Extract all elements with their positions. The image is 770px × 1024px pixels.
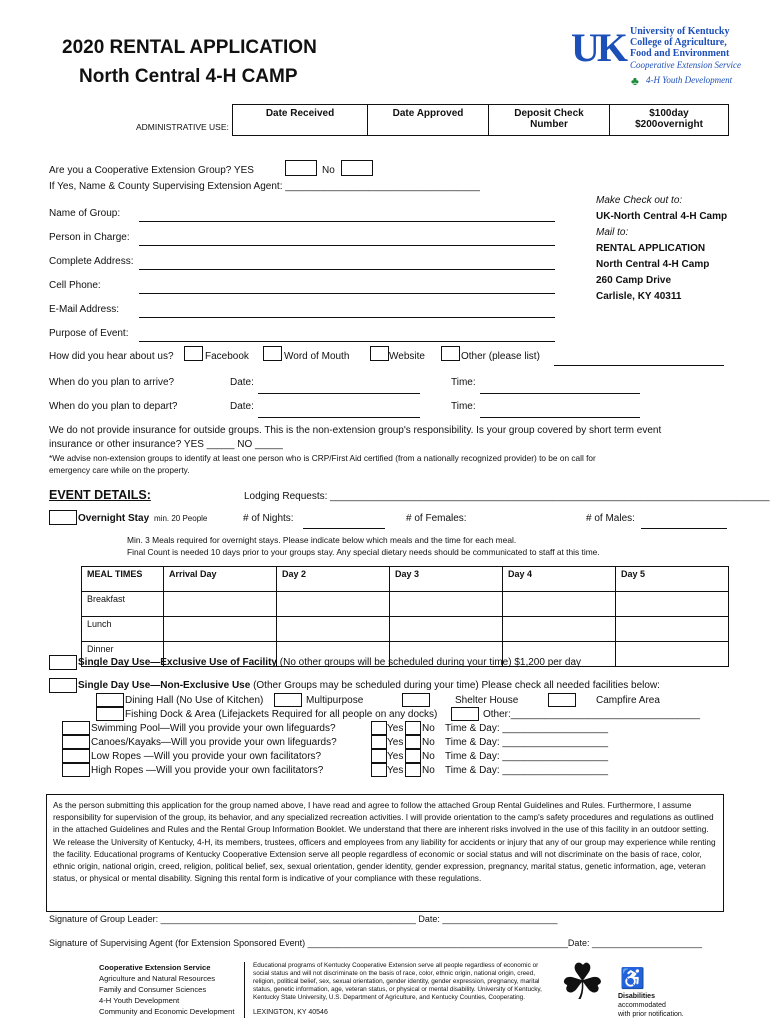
admin-deposit-check: Deposit Check Number [489, 105, 610, 136]
insurance-text-2: insurance or other insurance? YES _____ NO _____ [49, 439, 283, 450]
admin-date-received: Date Received [233, 105, 368, 136]
agent-signature-line[interactable]: Signature of Supervising Agent (for Extension Sponsored Event) ____________________________________________________Date: ______________________ [49, 938, 703, 948]
meals-table [81, 566, 729, 667]
disabilities-label: Disabilities [618, 993, 655, 1000]
canoes-no-label: No [422, 737, 435, 748]
meal-cell[interactable] [616, 642, 729, 667]
person-label: Person in Charge: [49, 232, 130, 243]
low-ropes-yes-checkbox[interactable] [371, 749, 387, 763]
swimming-checkbox[interactable] [62, 721, 90, 735]
exclusive-use-checkbox[interactable] [49, 655, 77, 670]
overnight-stay-checkbox[interactable] [49, 510, 77, 525]
meals-header-day4: Day 4 [503, 567, 616, 592]
coop-agent-line[interactable]: If Yes, Name & County Supervising Extension Agent: ___________________________________ [49, 181, 480, 192]
other-facility-label[interactable]: Other:__________________________________ [483, 709, 700, 720]
word-of-mouth-label: Word of Mouth [284, 351, 350, 362]
address-field[interactable] [139, 269, 555, 270]
group-name-field[interactable] [139, 221, 555, 222]
high-ropes-label: High Ropes —Will you provide your own facilitators? [91, 765, 324, 776]
low-ropes-no-checkbox[interactable] [405, 749, 421, 763]
event-details-heading: EVENT DETAILS: [49, 488, 151, 502]
meals-note-2: Final Count is needed 10 days prior to your groups stay. Any special dietary needs should be communicated to staff at this time. [127, 547, 600, 557]
depart-label: When do you plan to depart? [49, 401, 178, 412]
coop-no-label: No [322, 165, 335, 176]
exclusive-use-line [78, 657, 581, 668]
fishing-dock-checkbox[interactable] [96, 707, 124, 721]
meal-cell[interactable] [164, 617, 277, 642]
other-source-checkbox[interactable] [441, 346, 460, 361]
high-ropes-yes-checkbox[interactable] [371, 763, 387, 777]
website-label: Website [389, 351, 425, 362]
wheelchair-icon: ♿ [620, 968, 645, 990]
high-ropes-no-label: No [422, 765, 435, 776]
form-title: 2020 RENTAL APPLICATION [62, 37, 317, 58]
coop-question: Are you a Cooperative Extension Group? YES [49, 165, 254, 176]
low-ropes-yes-label: Yes [387, 751, 404, 762]
mail-address-2: North Central 4-H Camp [596, 259, 710, 270]
swimming-no-label: No [422, 723, 435, 734]
insurance-note-2: emergency care while on the property. [49, 465, 190, 475]
shelter-house-checkbox[interactable] [402, 693, 430, 707]
footer-line-2: Agriculture and Natural Resources [99, 974, 216, 983]
shelter-house-label: Shelter House [455, 695, 519, 706]
multipurpose-checkbox[interactable] [274, 693, 302, 707]
clover-icon: ☘ [560, 954, 605, 1010]
facebook-checkbox[interactable] [184, 346, 203, 361]
arrive-time-field[interactable] [480, 393, 640, 394]
meal-label-dinner: Dinner [82, 642, 164, 667]
facebook-label: Facebook [205, 351, 249, 362]
meals-header-day5: Day 5 [616, 567, 729, 592]
multipurpose-label: Multipurpose [306, 695, 364, 706]
swimming-time-day[interactable]: Time & Day: ___________________ [445, 723, 609, 734]
purpose-label: Purpose of Event: [49, 328, 129, 339]
low-ropes-checkbox[interactable] [62, 749, 90, 763]
other-source-label: Other (please list) [461, 351, 540, 362]
university-line-2: College of Agriculture, [630, 37, 727, 48]
admin-date-approved: Date Approved [368, 105, 489, 136]
leader-signature-line[interactable]: Signature of Group Leader: ___________________________________________________ Date: _______________________ [49, 914, 558, 924]
canoes-no-checkbox[interactable] [405, 735, 421, 749]
footer-city: LEXINGTON, KY 40546 [253, 1009, 328, 1016]
meals-header-arrival: Arrival Day [164, 567, 277, 592]
meal-cell[interactable] [616, 617, 729, 642]
footer-line-4: 4-H Youth Development [99, 996, 180, 1005]
nights-label: # of Nights: [243, 513, 294, 524]
footer-line-5: Community and Economic Development [99, 1007, 235, 1016]
nonexclusive-use-details: (Other Groups may be scheduled during your time) Please check all needed facilities below: [250, 680, 660, 691]
meals-header-row [82, 567, 729, 592]
meal-cell[interactable] [616, 592, 729, 617]
high-ropes-no-checkbox[interactable] [405, 763, 421, 777]
nonexclusive-use-line [78, 680, 660, 691]
check-to-label: Make Check out to: [596, 195, 683, 206]
meals-note-1: Min. 3 Meals required for overnight stays. Please indicate below which meals and the time for each meal. [127, 535, 517, 545]
males-field[interactable] [641, 528, 727, 529]
overnight-min-label: min. 20 People [154, 514, 208, 523]
admin-fees: $100day $200overnight [610, 105, 729, 136]
arrive-date-field[interactable] [258, 393, 420, 394]
meal-cell[interactable] [277, 592, 390, 617]
arrive-label: When do you plan to arrive? [49, 377, 175, 388]
dining-hall-checkbox[interactable] [96, 693, 124, 707]
lodging-requests[interactable]: Lodging Requests: _______________________________________________________________________________ [244, 491, 770, 502]
depart-time-label: Time: [451, 401, 476, 412]
nights-field[interactable] [303, 528, 385, 529]
accommodated-label: accommodated [618, 1002, 666, 1009]
canoes-yes-checkbox[interactable] [371, 735, 387, 749]
admin-use-label: ADMINISTRATIVE USE: [136, 122, 229, 132]
low-ropes-no-label: No [422, 751, 435, 762]
dining-hall-label: Dining Hall (No Use of Kitchen) [125, 695, 264, 706]
mail-address-3: 260 Camp Drive [596, 275, 672, 286]
insurance-text-1: We do not provide insurance for outside groups. This is the non-extension group's responsibility. Is your group covered by short term event [49, 425, 662, 436]
purpose-field[interactable] [139, 341, 555, 342]
males-label: # of Males: [586, 513, 635, 524]
cell-label: Cell Phone: [49, 280, 101, 291]
coop-yes-checkbox[interactable] [285, 160, 317, 176]
meals-header-day3: Day 3 [390, 567, 503, 592]
campfire-label: Campfire Area [596, 695, 660, 706]
arrive-date-label: Date: [230, 377, 254, 388]
table-row [82, 617, 729, 642]
university-line-1: University of Kentucky [630, 26, 730, 37]
females-label: # of Females: [406, 513, 467, 524]
check-payee: UK-North Central 4-H Camp [596, 211, 728, 222]
meal-label-breakfast: Breakfast [82, 592, 164, 617]
depart-date-field[interactable] [258, 417, 420, 418]
meals-header-times: MEAL TIMES [82, 567, 164, 592]
canoes-time-day[interactable]: Time & Day: ___________________ [445, 737, 609, 748]
canoes-yes-label: Yes [387, 737, 404, 748]
canoes-checkbox[interactable] [62, 735, 90, 749]
person-field[interactable] [139, 245, 555, 246]
meal-cell[interactable] [503, 617, 616, 642]
mail-to-label: Mail to: [596, 227, 629, 238]
meal-cell[interactable] [390, 592, 503, 617]
footer-nondiscrimination: Educational programs of Kentucky Cooperative Extension serve all people regardless of economic or social status and will not discriminate on the basis of race, color, ethnic origin, national origin, creed, religion, political belief, sex, sexual orientation, gender identity, gender expression, pregnancy, marital status, genetic information, age, veteran status, or physical or mental disability. University of Kentucky, Kentucky State University, U.S. Department of Agriculture, and Kentucky Counties, Cooperating. [253, 962, 542, 1002]
depart-time-field[interactable] [480, 417, 640, 418]
meal-label-lunch: Lunch [82, 617, 164, 642]
swimming-yes-label: Yes [387, 723, 404, 734]
swimming-label: Swimming Pool—Will you provide your own lifeguards? [91, 723, 336, 734]
university-line-4: Cooperative Extension Service [630, 60, 741, 70]
website-checkbox[interactable] [370, 346, 389, 361]
agreement-text: As the person submitting this application for the group named above, I have read and agree to follow the attached Group Rental Guidelines and Rules. Furthermore, I assume responsibility for supervision of the group, its behavior, and any specialized recreation activities. I will provide orientation to the camp's safety procedures and regulations as outlined in the attached Guidelines and Rules and the Rental Group Information Booklet. We understand that there are inherent risks involved in the use of this facility in an outdoor setting. We release the University of Kentucky, 4-H, its members, trustees, officers and employees from any liability for accidents or injury that any of our group may experience while renting the facility. Educational programs of Kentucky Cooperative Extension serve all people regardless of economic or social status and will not discriminate on the basis of race, color, ethnic origin, national origin, creed, religion, political belief, sex, sexual orientation, gender identity, gender expression, pregnancy, marital status, genetic information, age, veteran status, or physical or mental disability. Signing this rental form is indicative of your compliance with these regulations. [46, 794, 724, 912]
university-line-3: Food and Environment [630, 48, 730, 59]
word-of-mouth-checkbox[interactable] [263, 346, 282, 361]
meal-cell[interactable] [164, 592, 277, 617]
meal-cell[interactable] [390, 617, 503, 642]
footer-divider [244, 962, 245, 1018]
nonexclusive-use-label: Single Day Use—Non-Exclusive Use [78, 680, 251, 691]
cell-field[interactable] [139, 293, 555, 294]
meals-header-day2: Day 2 [277, 567, 390, 592]
arrive-time-label: Time: [451, 377, 476, 388]
hear-question: How did you hear about us? [49, 351, 174, 362]
address-label: Complete Address: [49, 256, 134, 267]
meal-cell[interactable] [277, 617, 390, 642]
campfire-checkbox[interactable] [548, 693, 576, 707]
low-ropes-label: Low Ropes —Will you provide your own facilitators? [91, 751, 322, 762]
youth-development-label: 4-H Youth Development [646, 75, 733, 85]
mail-address-4: Carlisle, KY 40311 [596, 291, 682, 302]
other-source-field[interactable] [554, 365, 724, 366]
exclusive-use-details: (No other groups will be scheduled during your time) $1,200 per day [276, 657, 582, 668]
insurance-note-1: *We advise non-extension groups to identify at least one person who is CRP/First Aid certified (from a nationally recognized provider) to be on call for [49, 453, 596, 463]
coop-no-checkbox[interactable] [341, 160, 373, 176]
email-field[interactable] [139, 317, 555, 318]
prior-notification-label: with prior notification. [618, 1011, 684, 1018]
other-facility-checkbox[interactable] [451, 707, 479, 721]
email-label: E-Mail Address: [49, 304, 120, 315]
fishing-dock-label: Fishing Dock & Area (Lifejackets Required for all people on any docks) [125, 709, 438, 720]
low-ropes-time-day[interactable]: Time & Day: ___________________ [445, 751, 609, 762]
nonexclusive-use-checkbox[interactable] [49, 678, 77, 693]
overnight-stay-label: Overnight Stay [78, 513, 150, 524]
table-row [82, 592, 729, 617]
exclusive-use-label: Single Day Use—Exclusive Use of Facility [78, 657, 277, 668]
high-ropes-yes-label: Yes [387, 765, 404, 776]
clover-icon-small: ♣ [631, 74, 639, 88]
footer-line-3: Family and Consumer Sciences [99, 985, 207, 994]
footer-line-1: Cooperative Extension Service [99, 963, 211, 972]
depart-date-label: Date: [230, 401, 254, 412]
swimming-no-checkbox[interactable] [405, 721, 421, 735]
meal-cell[interactable] [503, 592, 616, 617]
admin-table [232, 104, 729, 136]
canoes-label: Canoes/Kayaks—Will you provide your own lifeguards? [91, 737, 337, 748]
group-name-label: Name of Group: [49, 208, 121, 219]
form-subtitle: North Central 4-H CAMP [79, 66, 298, 87]
swimming-yes-checkbox[interactable] [371, 721, 387, 735]
uk-mark: UK [571, 25, 625, 70]
high-ropes-checkbox[interactable] [62, 763, 90, 777]
high-ropes-time-day[interactable]: Time & Day: ___________________ [445, 765, 609, 776]
mail-address-1: RENTAL APPLICATION [596, 243, 706, 254]
